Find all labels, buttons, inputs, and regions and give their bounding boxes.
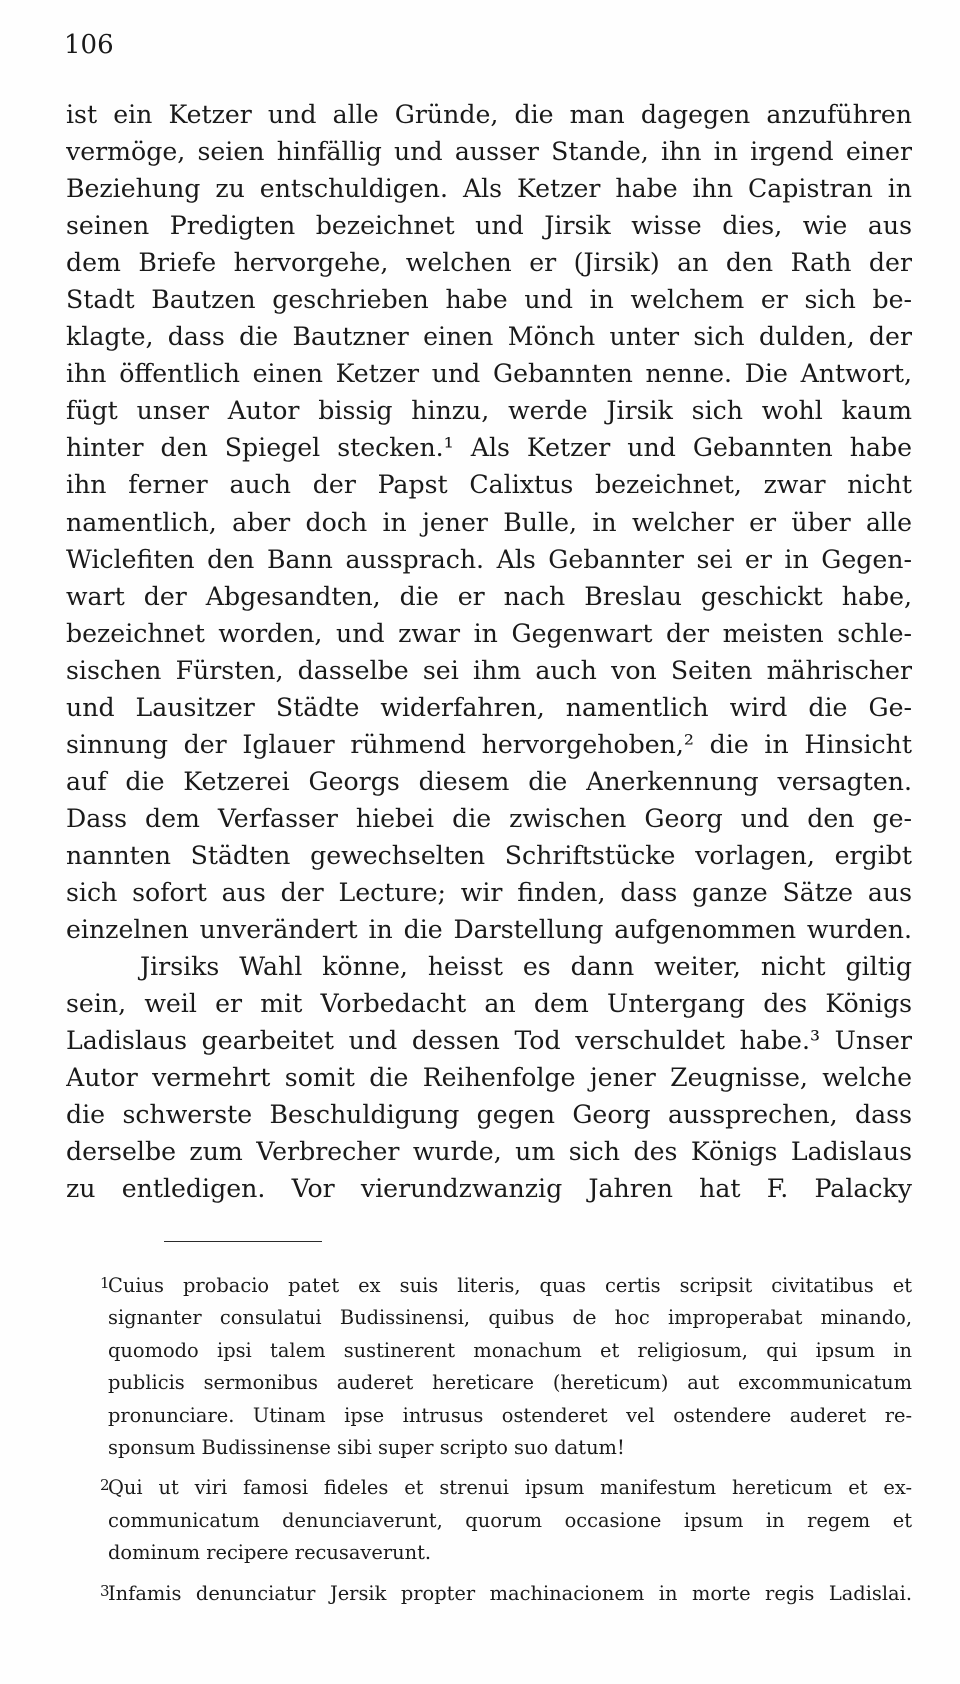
body-line: ist ein Ketzer und alle Gründe, die man dagegen anzuführen: [66, 100, 912, 129]
body-line: namentlich, aber doch in jener Bulle, in welcher er über alle: [66, 507, 912, 537]
footnote-marker: 1: [100, 1274, 110, 1292]
footnote-marker: 3: [100, 1581, 110, 1600]
body-line: Ladislaus gearbeitet und dessen Tod verschuldet habe.³ Unser: [66, 1026, 912, 1056]
body-line: Stadt Bautzen geschrieben habe und in welchem er sich be-: [66, 285, 912, 315]
footnote-line: quomodo ipsi talem sustinerent monachum et religiosum, qui ipsum in: [108, 1338, 912, 1362]
footnote-1: [66, 1270, 912, 1464]
footnote-line: dominum recipere recusaverunt.: [108, 1541, 432, 1565]
body-line: sischen Fürsten, dasselbe sei ihm auch von Seiten mährischer: [66, 655, 912, 685]
footnote-marker: 2: [100, 1476, 110, 1495]
body-line: Jirsiks Wahl könne, heisst es dann weiter, nicht giltig: [140, 952, 912, 982]
footnote-line: communicatum denunciaverunt, quorum occasione ipsum in regem et: [108, 1508, 912, 1532]
footnote-line: pronunciare. Utinam ipse intrusus ostenderet vel ostendere auderet re-: [108, 1403, 912, 1427]
footnote-line: signanter consulatui Budissinensi, quibus de hoc improperabat minando,: [108, 1306, 912, 1330]
body-line: hinter den Spiegel stecken.¹ Als Ketzer und Gebannten habe: [66, 433, 912, 463]
footnotes: [66, 1270, 912, 1618]
footnote-line: Qui ut viri famosi fideles et strenui ipsum manifestum hereticum et ex-: [108, 1476, 912, 1500]
body-line: zu entledigen. Vor vierundzwanzig Jahren hat F. Palacky: [66, 1174, 912, 1204]
footnote-line: Infamis denunciatur Jersik propter machinacionem in morte regis Ladislai.: [108, 1581, 912, 1605]
body-line: einzelnen unverändert in die Darstellung aufgenommen wurden.: [66, 915, 912, 945]
body-line: ihn ferner auch der Papst Calixtus bezeichnet, zwar nicht: [66, 470, 912, 500]
body-line: Wiclefiten den Bann aussprach. Als Gebannter sei er in Gegen-: [66, 544, 912, 574]
footnote-line: Cuius probacio patet ex suis literis, quas certis scripsit civitatibus et: [108, 1274, 912, 1297]
footnote-divider: [164, 1241, 322, 1242]
body-line: derselbe zum Verbrecher wurde, um sich des Königs Ladislaus: [66, 1137, 912, 1167]
body-line: die schwerste Beschuldigung gegen Georg aussprechen, dass: [66, 1100, 912, 1130]
body-line: ihn öffentlich einen Ketzer und Gebannten nenne. Die Antwort,: [66, 359, 912, 389]
body-line: fügt unser Autor bissig hinzu, werde Jirsik sich wohl kaum: [66, 396, 912, 426]
body-line: sein, weil er mit Vorbedacht an dem Untergang des Königs: [66, 989, 912, 1019]
body-line: vermöge, seien hinfällig und ausser Stande, ihn in irgend einer: [66, 137, 912, 167]
body-line: sich sofort aus der Lecture; wir finden, dass ganze Sätze aus: [66, 877, 912, 907]
footnote-line: publicis sermonibus auderet hereticare (hereticum) aut excommunicatum: [108, 1371, 912, 1395]
body-line: Beziehung zu entschuldigen. Als Ketzer habe ihn Capistran in: [66, 174, 912, 204]
footnote-3: [66, 1578, 912, 1610]
body-line: seinen Predigten bezeichnet und Jirsik wisse dies, wie aus: [66, 211, 912, 241]
footnote-line: sponsum Budissinense sibi super scripto suo datum!: [108, 1436, 625, 1460]
page-number: 106: [64, 30, 114, 60]
body-line: klagte, dass die Bautzner einen Mönch unter sich dulden, der: [66, 322, 912, 352]
body-line: sinnung der Iglauer rühmend hervorgehoben,² die in Hinsicht: [66, 729, 912, 759]
body-line: nannten Städten gewechselten Schriftstücke vorlagen, ergibt: [66, 840, 912, 870]
body-line: dem Briefe hervorgehe, welchen er (Jirsik) an den Rath der: [66, 248, 912, 278]
body-line: und Lausitzer Städte widerfahren, namentlich wird die Ge-: [66, 692, 912, 722]
body-line: wart der Abgesandten, die er nach Breslau geschickt habe,: [66, 581, 912, 611]
body-line: auf die Ketzerei Georgs diesem die Anerkennung versagten.: [66, 766, 912, 796]
body-text: [66, 96, 912, 1207]
body-line: bezeichnet worden, und zwar in Gegenwart der meisten schle-: [66, 618, 912, 648]
footnote-2: [66, 1472, 912, 1569]
body-line: Autor vermehrt somit die Reihenfolge jener Zeugnisse, welche: [66, 1063, 912, 1093]
body-line: Dass dem Verfasser hiebei die zwischen Georg und den ge-: [66, 803, 912, 833]
